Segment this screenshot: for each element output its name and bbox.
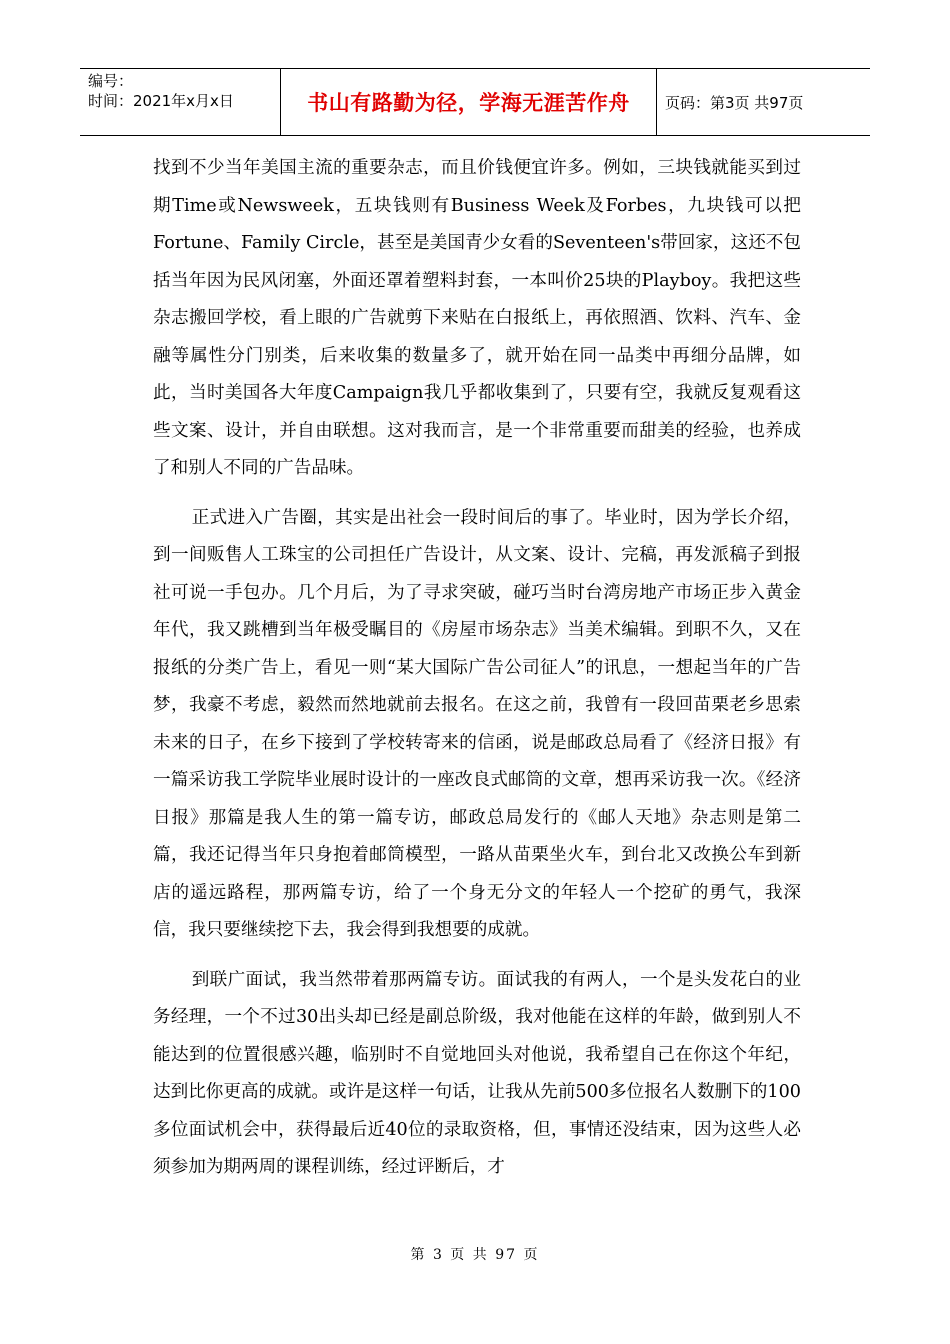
paragraph: 到联广面试，我当然带着那两篇专访。面试我的有两人，一个是头发花白的业务经理，一个不过30出头却已经是副总阶级，我对他能在这样的年龄，做到别人不能达到的位置很感兴趣，临别时不自觉地回头对他说，我希望自己在你这个年纪，达到比你更高的成就。或许是这样一句话，让我从先前500多位报名人数删下的100多位面试机会中，获得最后近40位的录取资格，但，事情还没结束，因为这些人必须参加为期两周的课程训练，经过评断后，才 [153, 969, 801, 1177]
paragraph: 找到不少当年美国主流的重要杂志，而且价钱便宜许多。例如，三块钱就能买到过期Time或Newsweek，五块钱则有Business Week及Forbes，九块钱可以把Fortune、Family Circle，甚至是美国青少女看的Seventeen's带回家，这还不包括当年因为民风闭塞，外面还罩着塑料封套，一本叫价25块的Playboy。我把这些杂志搬回学校，看上眼的广告就剪下来贴在白报纸上，再依照酒、饮料、汽车、金融等属性分门别类，后来收集的数量多了，就开始在同一品类中再细分品牌，如此，当时美国各大年度Campaign我几乎都收集到了，只要有空，我就反复观看这些文案、设计，并自由联想。这对我而言，是一个非常重要而甜美的经验，也养成了和别人不同的广告品味。 [153, 158, 801, 478]
page-footer: 第 3 页 共 97 页 [410, 1247, 540, 1263]
header-motto: 书山有路勤为径，学海无涯苦作舟 [307, 91, 630, 115]
header-meta [80, 69, 281, 135]
document-number: 编号： [88, 72, 134, 90]
paragraph: 正式进入广告圈，其实是出社会一段时间后的事了。毕业时，因为学长介绍，到一间贩售人工珠宝的公司担任广告设计，从文案、设计、完稿，再发派稿子到报社可说一手包办。几个月后，为了寻求突破，碰巧当时台湾房地产市场正步入黄金年代，我又跳槽到当年极受瞩目的《房屋市场杂志》当美术编辑。到职不久，又在报纸的分类广告上，看见一则“某大国际广告公司征人”的讯息，一想起当年的广告梦，我豪不考虑，毅然而然地就前去报名。在这之前，我曾有一段回苗栗老乡思索未来的日子，在乡下接到了学校转寄来的信函，说是邮政总局看了《经济日报》有一篇采访我工学院毕业展时设计的一座改良式邮筒的文章，想再采访我一次。《经济日报》那篇是我人生的第一篇专访，邮政总局发行的《邮人天地》杂志则是第二篇，我还记得当年只身抱着邮筒模型，一路从苗栗坐火车，到台北又改换公车到新店的遥远路程，那两篇专访，给了一个身无分文的年轻人一个挖矿的勇气，我深信，我只要继续挖下去，我会得到我想要的成就。 [153, 507, 801, 940]
document-date: 时间：2021年x月x日 [88, 92, 234, 110]
document-body [153, 150, 801, 1199]
header-page-cell [657, 69, 870, 135]
header-motto-cell [281, 69, 657, 135]
page-header [80, 68, 870, 136]
header-page-number: 页码：第3页 共97页 [665, 93, 804, 112]
